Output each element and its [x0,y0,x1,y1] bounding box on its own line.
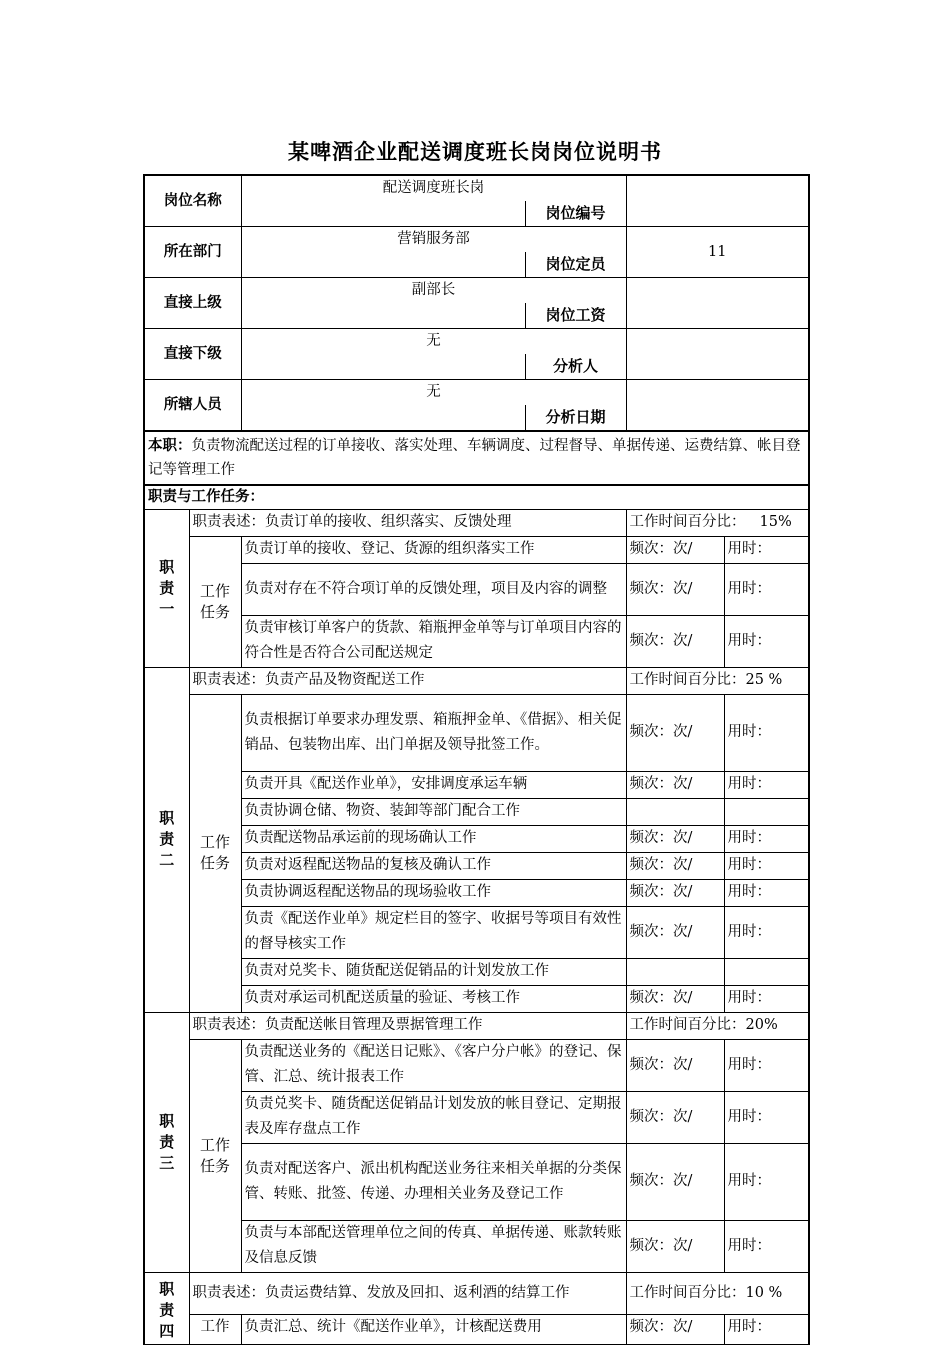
percent-value: 20% [745,1017,778,1033]
task-frequency: 频次：次/ [626,1143,724,1220]
task-text: 负责协调返程配送物品的现场验收工作 [241,879,626,906]
duty-statement: 职责表述：负责产品及物资配送工作 [189,667,626,694]
info-label: 所在部门 [144,227,241,278]
duty-name-char: 职 [159,1111,175,1130]
task-frequency [626,958,724,985]
info-row [144,175,809,227]
task-row [144,1314,809,1344]
info-value [626,329,809,380]
duty-name-cell [144,509,189,667]
duty-statement-row [144,1012,809,1039]
task-time: 用时： [724,1143,809,1220]
task-row [144,771,809,798]
task-row [144,852,809,879]
duty-statement-row [144,509,809,536]
task-time: 用时： [724,1314,809,1344]
task-label-cell [189,536,241,667]
info-value-text: 配送调度班长岗 [382,180,485,196]
info-value [241,380,626,432]
duty-statement-row [144,667,809,694]
task-time [724,958,809,985]
duty-name [148,808,186,871]
info-label: 分析人 [525,354,626,379]
task-text: 负责对返程配送物品的复核及确认工作 [241,852,626,879]
task-text: 负责兑奖卡、随货配送促销品计划发放的帐目登记、定期报表及库存盘点工作 [241,1091,626,1143]
task-text: 负责对承运司机配送质量的验证、考核工作 [241,985,626,1012]
benzhi-text: 负责物流配送过程的订单接收、落实处理、车辆调度、过程督导、单据传递、运费结算、帐目登记等管理工作 [148,438,801,478]
info-value [241,329,626,380]
task-label [193,581,238,623]
task-row [144,798,809,825]
percent-label: 工作时间百分比： [629,1284,746,1301]
percent-value: 10 % [745,1284,783,1301]
duty-name-cell [144,667,189,1012]
task-frequency: 频次：次/ [626,563,724,615]
task-time: 用时： [724,694,809,771]
info-label: 直接上级 [144,278,241,329]
task-text: 负责审核订单客户的货款、箱瓶押金单等与订单项目内容的符合性是否符合公司配送规定 [241,615,626,667]
info-value-text: 无 [426,384,441,400]
task-row [144,1143,809,1220]
duty-name-char: 职 [159,809,175,827]
task-text: 负责订单的接收、登记、货源的组织落实工作 [241,536,626,563]
task-text: 负责汇总、统计《配送作业单》，计核配送费用 [241,1314,626,1344]
duty-name-char: 四 [159,1321,175,1340]
benzhi-row [144,431,809,485]
info-row [144,278,809,329]
duty-name-char: 职 [159,1279,175,1298]
info-label: 直接下级 [144,329,241,380]
task-text: 负责对存在不符合项订单的反馈处理，项目及内容的调整 [241,563,626,615]
task-time: 用时： [724,825,809,852]
task-time: 用时： [724,1039,809,1091]
info-value [241,175,626,227]
task-frequency [626,798,724,825]
task-time [724,798,809,825]
duty-statement-row [144,1272,809,1314]
task-text: 负责对配送客户、派出机构配送业务往来相关单据的分类保管、转账、批签、传递、办理相关业务及登记工作 [241,1143,626,1220]
percent-label: 工作时间百分比： [629,672,746,688]
task-text: 负责配送业务的《配送日记账》、《客户分户帐》的登记、保管、汇总、统计报表工作 [241,1039,626,1091]
task-frequency: 频次：次/ [626,694,724,771]
task-text: 负责配送物品承运前的现场确认工作 [241,825,626,852]
duty-percent [626,509,809,536]
task-label-text: 任务 [199,602,230,621]
task-row [144,1220,809,1272]
duty-name-char: 一 [159,599,175,618]
duty-statement: 职责表述：负责运费结算、发放及回扣、返利酒的结算工作 [189,1272,626,1314]
task-label-text: 工作 [199,1135,230,1154]
task-frequency: 频次：次/ [626,1220,724,1272]
task-text: 负责协调仓储、物资、装卸等部门配合工作 [241,798,626,825]
task-time: 用时： [724,1220,809,1272]
task-label-cell: 工作 [189,1314,241,1344]
task-text: 负责对兑奖卡、随货配送促销品的计划发放工作 [241,958,626,985]
task-frequency: 频次：次/ [626,1091,724,1143]
duty-name-char: 责 [159,830,175,848]
duty-name-char: 责 [159,578,175,597]
duty-percent [626,667,809,694]
info-value [241,227,626,278]
info-value: 11 [626,227,809,278]
info-row [144,227,809,278]
task-row [144,958,809,985]
benzhi-cell [144,431,809,485]
task-frequency: 频次：次/ [626,1039,724,1091]
info-value-text: 无 [426,333,441,349]
task-text: 负责开具《配送作业单》，安排调度承运车辆 [241,771,626,798]
task-row [144,825,809,852]
percent-label: 工作时间百分比： [629,514,746,530]
section-row [144,485,809,509]
task-frequency: 频次：次/ [626,771,724,798]
duty-percent [626,1012,809,1039]
info-label: 岗位定员 [525,252,626,277]
info-value-text: 副部长 [411,282,456,298]
job-description-table [143,174,810,1345]
task-row [144,536,809,563]
task-row [144,985,809,1012]
info-value [241,278,626,329]
task-label-text: 工作 [199,581,230,600]
task-label-text: 工作 [199,833,230,851]
task-label-text: 任务 [199,854,230,872]
duty-name-char: 责 [159,1300,175,1319]
task-text: 负责根据订单要求办理发票、箱瓶押金单、《借据》、相关促销品、包装物出库、出门单据及领导批签工作。 [241,694,626,771]
task-time: 用时： [724,906,809,958]
task-text: 负责与本部配送管理单位之间的传真、单据传递、账款转账及信息反馈 [241,1220,626,1272]
task-time: 用时： [724,852,809,879]
task-frequency: 频次：次/ [626,536,724,563]
task-label-text: 任务 [199,1156,230,1175]
info-value [626,380,809,432]
form-frame [143,174,808,1340]
task-time: 用时： [724,1091,809,1143]
info-label: 岗位工资 [525,303,626,328]
task-row [144,906,809,958]
document-title: 某啤酒企业配送调度班长岗岗位说明书 [288,140,662,164]
info-label: 岗位名称 [144,175,241,227]
info-label: 岗位编号 [525,201,626,226]
task-frequency: 频次：次/ [626,879,724,906]
task-label [193,832,238,874]
task-time: 用时： [724,563,809,615]
task-row [144,694,809,771]
task-frequency: 频次：次/ [626,615,724,667]
task-time: 用时： [724,985,809,1012]
section-title: 职责与工作任务： [144,485,809,509]
percent-value: 25 % [745,672,783,688]
task-label-cell [189,1039,241,1272]
percent-value: 15% [759,514,792,530]
task-label [193,1135,238,1177]
duty-name-char: 二 [159,851,175,869]
task-frequency: 频次：次/ [626,852,724,879]
task-row [144,879,809,906]
duty-name [148,1111,186,1174]
duty-statement: 职责表述：负责订单的接收、组织落实、反馈处理 [189,509,626,536]
duty-name-cell [144,1272,189,1344]
info-label: 所辖人员 [144,380,241,432]
duty-name [148,1279,186,1342]
task-frequency: 频次：次/ [626,1314,724,1344]
task-label-cell [189,694,241,1012]
duty-name-char: 职 [159,557,175,576]
duty-percent [626,1272,809,1314]
info-value-text: 营销服务部 [397,231,470,247]
task-row [144,1039,809,1091]
task-row [144,615,809,667]
task-time: 用时： [724,615,809,667]
task-frequency: 频次：次/ [626,825,724,852]
duty-name-char: 责 [159,1132,175,1151]
info-value [626,175,809,227]
task-row [144,1091,809,1143]
percent-label: 工作时间百分比： [629,1017,746,1033]
duty-name-cell [144,1012,189,1272]
duty-name [148,557,186,620]
info-value [626,278,809,329]
info-row [144,380,809,432]
task-time: 用时： [724,879,809,906]
task-time: 用时： [724,536,809,563]
duty-statement: 职责表述：负责配送帐目管理及票据管理工作 [189,1012,626,1039]
info-row [144,329,809,380]
task-frequency: 频次：次/ [626,906,724,958]
duty-name-char: 三 [159,1153,175,1172]
task-text: 负责《配送作业单》规定栏目的签字、收据号等项目有效性的督导核实工作 [241,906,626,958]
task-time: 用时： [724,771,809,798]
info-label: 分析日期 [525,405,626,430]
task-frequency: 频次：次/ [626,985,724,1012]
benzhi-label: 本职： [148,438,192,454]
task-row [144,563,809,615]
